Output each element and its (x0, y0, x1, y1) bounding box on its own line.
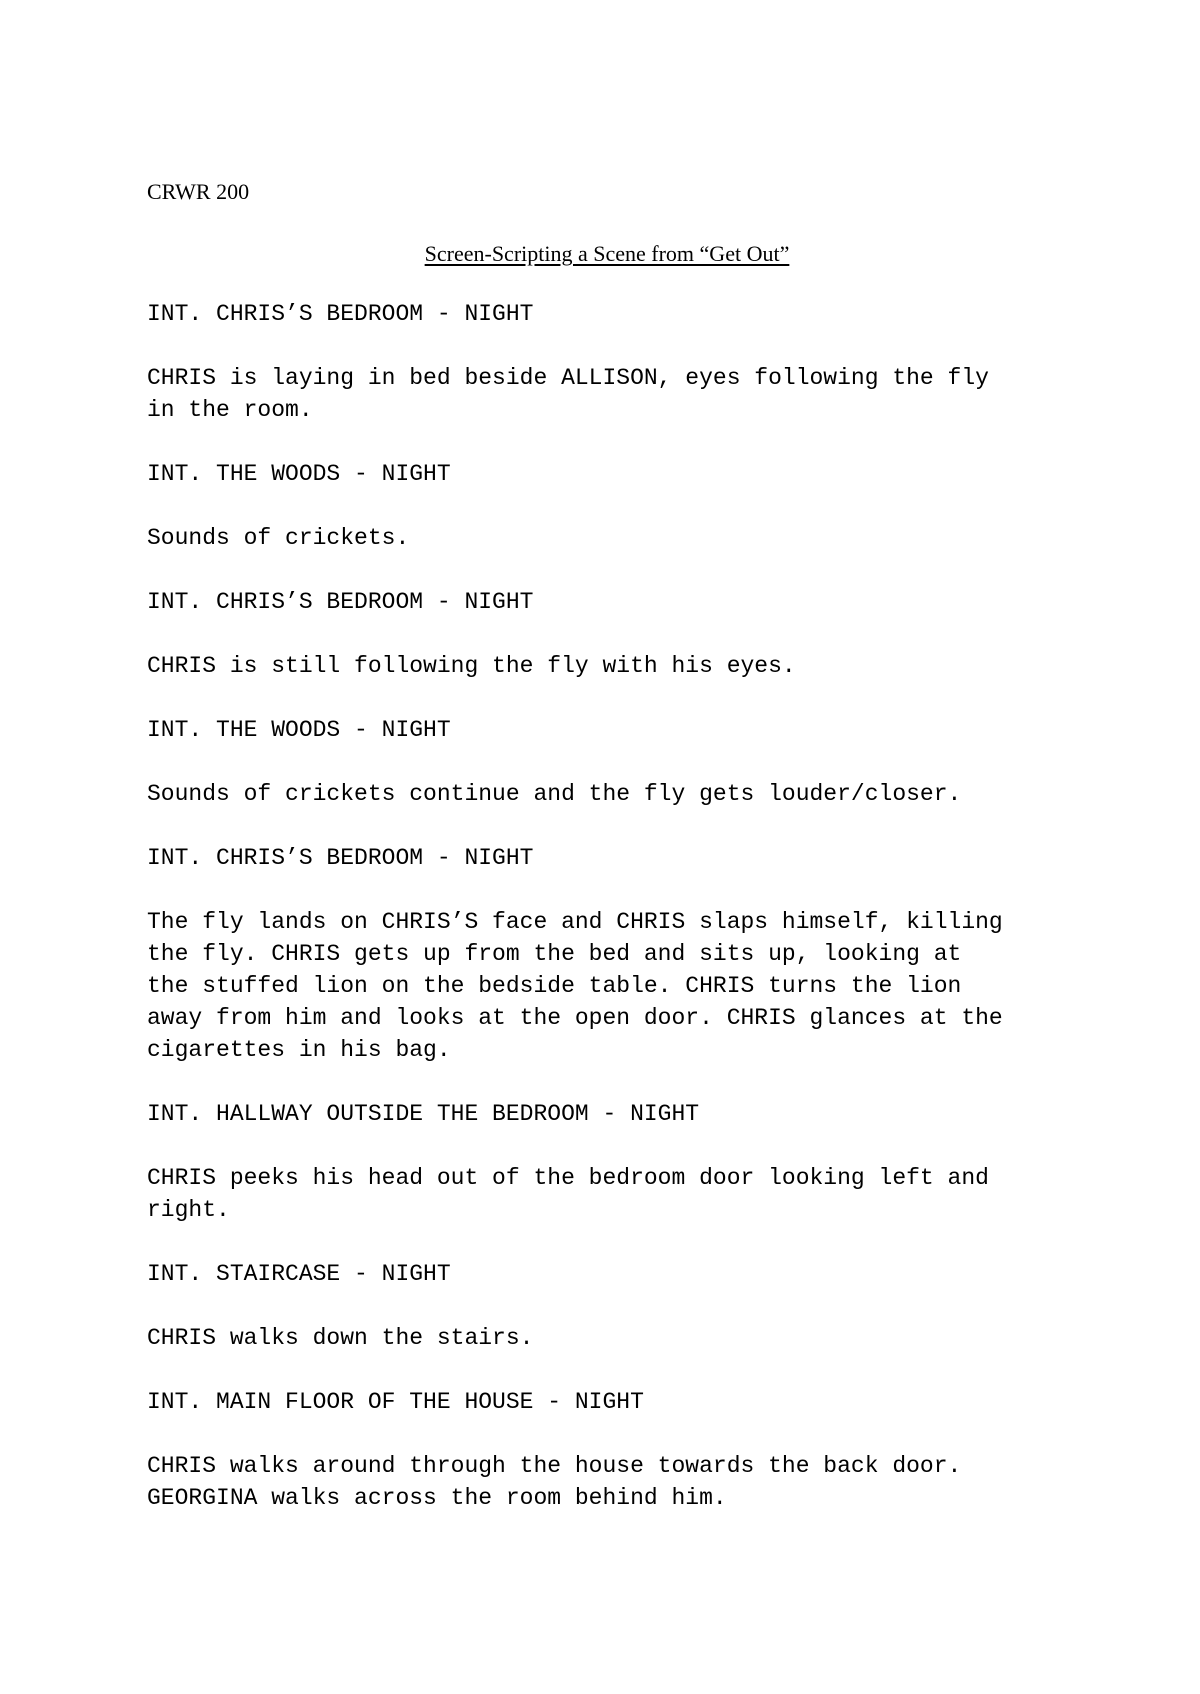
scene-action: CHRIS peeks his head out of the bedroom door looking left and right. (147, 1165, 989, 1223)
scene-action: CHRIS is laying in bed beside ALLISON, eyes following the fly in the room. (147, 365, 989, 423)
scene-heading: INT. THE WOODS - NIGHT (147, 461, 451, 487)
scene-heading: INT. MAIN FLOOR OF THE HOUSE - NIGHT (147, 1389, 644, 1415)
scene-heading: INT. STAIRCASE - NIGHT (147, 1261, 451, 1287)
scene-action: CHRIS walks down the stairs. (147, 1325, 534, 1351)
scene-action: CHRIS walks around through the house towards the back door. GEORGINA walks across the room behind him. (147, 1453, 962, 1511)
scene-action: CHRIS is still following the fly with his eyes. (147, 653, 796, 679)
scene-action: Sounds of crickets continue and the fly gets louder/closer. (147, 781, 962, 807)
script-content (147, 178, 1067, 1514)
scene-heading: INT. CHRIS’S BEDROOM - NIGHT (147, 589, 534, 615)
scene-heading: INT. CHRIS’S BEDROOM - NIGHT (147, 845, 534, 871)
course-code: CRWR 200 (147, 179, 250, 204)
scene-action: Sounds of crickets. (147, 525, 410, 551)
scene-heading: INT. THE WOODS - NIGHT (147, 717, 451, 743)
scene-action: The fly lands on CHRIS’S face and CHRIS slaps himself, killing the fly. CHRIS gets up from the bed and sits up, looking at the stuffed lion on the bedside table. CHRIS turns the lion away from him and looks at the open door. CHRIS glances at the cigarettes in his bag. (147, 909, 1003, 1063)
scene-heading: INT. HALLWAY OUTSIDE THE BEDROOM - NIGHT (147, 1101, 700, 1127)
scene-heading: INT. CHRIS’S BEDROOM - NIGHT (147, 301, 534, 327)
document-title: Screen-Scripting a Scene from “Get Out” (424, 241, 790, 266)
